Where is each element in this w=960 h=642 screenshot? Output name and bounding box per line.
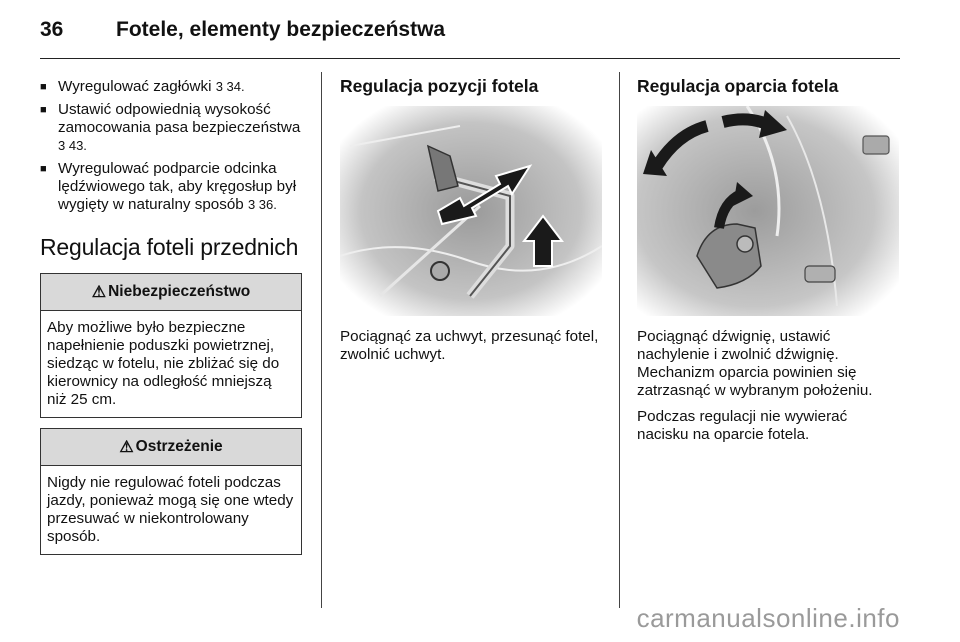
section-heading: Regulacja oparcia fotela (637, 76, 839, 96)
caption-paragraph: Podczas regulacji nie wywierać nacisku na oparcie fotela. (637, 408, 848, 443)
danger-box-text: Aby możliwe było bezpieczne napełnienie poduszki powietrznej, siedząc w fotelu, nie zbliżać się do kierownicy na odległość mniejszą niż 25 cm. (47, 319, 280, 408)
column-divider-2 (619, 72, 620, 608)
column-divider-1 (321, 72, 322, 608)
column-left (40, 72, 302, 565)
page-reference-link[interactable]: 3 34. (215, 79, 245, 94)
figure-caption (637, 328, 899, 444)
seat-rail-drawing (340, 106, 602, 316)
figure-caption: Pociągnąć za uchwyt, przesunąć fotel, zwolnić uchwyt. (340, 328, 599, 363)
list-item: ■ Wyregulować zagłówki 3 34. (40, 78, 245, 95)
square-bullet-icon: ■ (40, 163, 47, 175)
list-item: ■ Ustawić odpowiednią wysokość zamocowania pasa bezpieczeństwa 3 43. (40, 101, 301, 153)
list-item: ■ Wyregulować podparcie odcinka lędźwiowego tak, aby kręgosłup był wygięty w naturalny sposób 3 36. (40, 160, 297, 213)
page-number: 36 (40, 18, 64, 41)
warning-box-text: Nigdy nie regulować foteli podczas jazdy, ponieważ mogą się one wtedy przesuwać w niekontrolowany sposób. (47, 474, 294, 545)
warning-box-header: ⚠ Ostrzeżenie (41, 429, 301, 466)
page-reference-link[interactable]: 3 43. (58, 138, 87, 153)
column-right (637, 72, 899, 452)
seatback-recline-illustration (637, 106, 899, 316)
danger-box-header: ⚠ Niebezpieczeństwo (41, 274, 301, 311)
header-divider (40, 58, 900, 59)
instruction-list (40, 78, 302, 214)
page-reference-link[interactable]: 3 36. (247, 197, 277, 212)
watermark: carmanualsonline.info (636, 603, 900, 633)
square-bullet-icon: ■ (40, 104, 47, 116)
warning-box (40, 428, 302, 555)
column-middle (340, 72, 602, 364)
section-heading: Regulacja pozycji fotela (340, 76, 539, 96)
page-title: Fotele, elementy bezpieczeństwa (116, 18, 446, 41)
caption-paragraph: Pociągnąć dźwignię, ustawić nachylenie i zwolnić dźwignię. Mechanizm oparcia powinien się zatrzasnąć w wybranym położeniu. (637, 328, 873, 399)
danger-box (40, 273, 302, 418)
seatback-lever-drawing (637, 106, 899, 316)
square-bullet-icon: ■ (40, 81, 47, 93)
section-heading: Regulacja foteli przednich (40, 234, 299, 260)
seat-position-illustration (340, 106, 602, 316)
warning-triangle-icon: ⚠ (119, 439, 134, 456)
page-header (40, 18, 920, 54)
warning-triangle-icon: ⚠ (91, 284, 107, 301)
